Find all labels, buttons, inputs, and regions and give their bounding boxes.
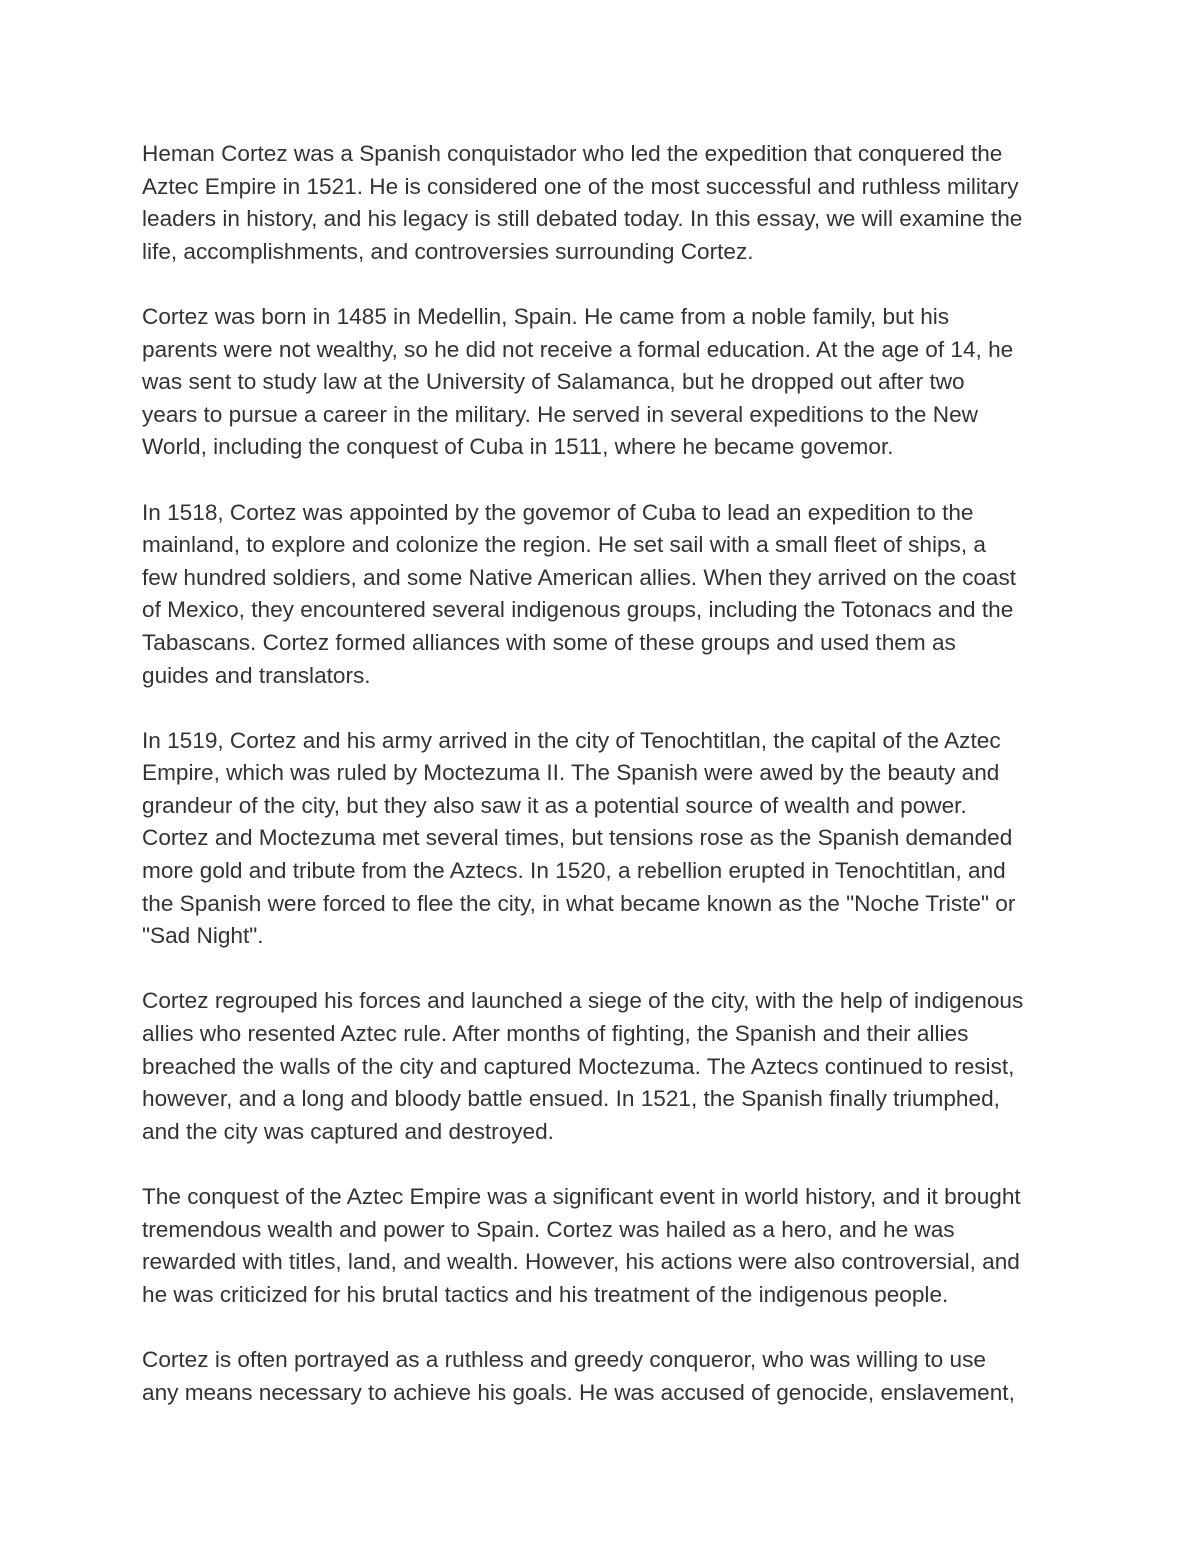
essay-body (142, 138, 1072, 1409)
paragraph-7: Cortez is often portrayed as a ruthless and greedy conqueror, who was willing to use any means necessary to achieve his goals. He was accused of genocide, enslavement, (142, 1346, 1015, 1405)
paragraph-6: The conquest of the Aztec Empire was a significant event in world history, and it brought tremendous wealth and power to Spain. Cortez was hailed as a hero, and he was rewarded with titles, land, and wealth. However, his actions were also controversial, and he was criticized for his brutal tactics and his treatment of the indigenous people. (142, 1184, 1021, 1307)
paragraph-4: In 1519, Cortez and his army arrived in the city of Tenochtitlan, the capital of the Aztec Empire, which was ruled by Moctezuma II. The Spanish were awed by the beauty and grandeur of the city, but they also saw it as a potential source of wealth and power. Cortez and Moctezuma met several times, but tensions rose as the Spanish demanded more gold and tribute from the Aztecs. In 1520, a rebellion erupted in Tenochtitlan, and the Spanish were forced to flee the city, in what became known as the "Noche Triste" or "Sad Night". (142, 727, 1016, 949)
paragraph-5: Cortez regrouped his forces and launched a siege of the city, with the help of indigenous allies who resented Aztec rule. After months of fighting, the Spanish and their allies breached the walls of the city and captured Moctezuma. The Aztecs continued to resist, however, and a long and bloody battle ensued. In 1521, the Spanish finally triumphed, and the city was captured and destroyed. (142, 988, 1024, 1144)
paragraph-1: Heman Cortez was a Spanish conquistador who led the expedition that conquered the Aztec Empire in 1521. He is considered one of the most successful and ruthless military leaders in history, and his legacy is still debated today. In this essay, we will examine the life, accomplishments, and controversies surrounding Cortez. (142, 141, 1023, 264)
paragraph-2: Cortez was born in 1485 in Medellin, Spain. He came from a noble family, but his parents were not wealthy, so he did not receive a formal education. At the age of 14, he was sent to study law at the University of Salamanca, but he dropped out after two years to pursue a career in the military. He served in several expeditions to the New World, including the conquest of Cuba in 1511, where he became govemor. (142, 303, 1014, 460)
paragraph-3: In 1518, Cortez was appointed by the govemor of Cuba to lead an expedition to the mainland, to explore and colonize the region. He set sail with a small fleet of ships, a few hundred soldiers, and some Native American allies. When they arrived on the coast of Mexico, they encountered several indigenous groups, including the Totonacs and the Tabascans. Cortez formed alliances with some of these groups and used them as guides and translators. (142, 499, 1017, 688)
